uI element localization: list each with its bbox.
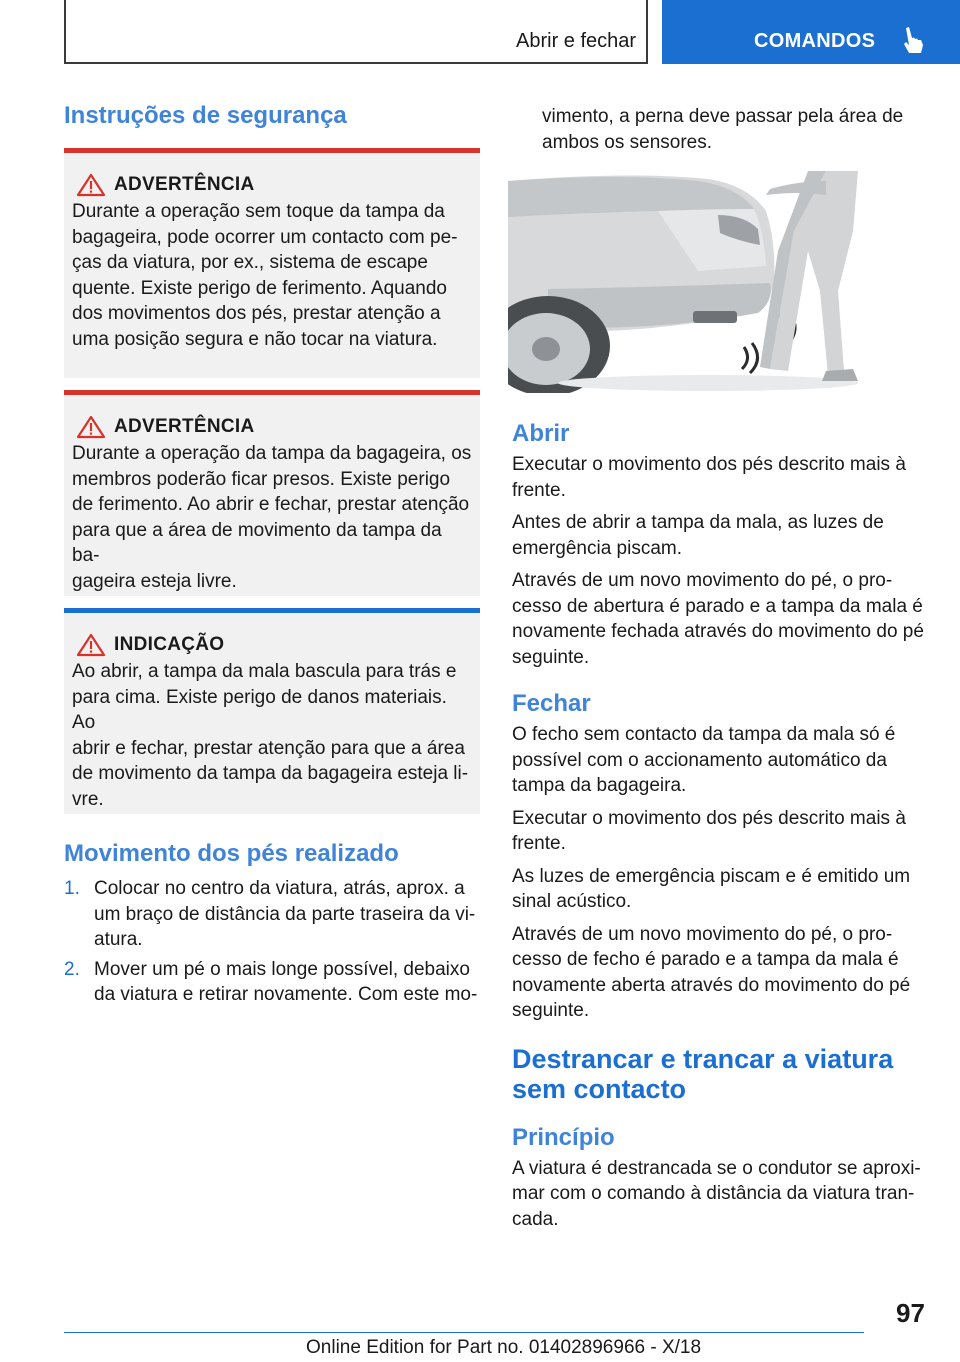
warning-triangle-icon <box>76 633 106 657</box>
para-line: novamente aberta através do movimento do pé <box>512 974 911 996</box>
section-heading-line: Destrancar e trancar a viatura <box>512 1043 894 1074</box>
note-text-line: dos movimentos dos pés, prestar atenção a <box>72 303 441 324</box>
para-line: mar com o comando à distância da viatura tran- <box>512 1183 915 1204</box>
para-line: cesso de abertura é parado e a tampa da mala é <box>512 595 923 617</box>
step-line: da viatura e retirar novamente. Com este mo- <box>94 984 478 1005</box>
note-text-line: Durante a operação sem toque da tampa da <box>72 201 445 222</box>
note-text-line: uma posição segura e não tocar na viatura. <box>72 328 438 350</box>
step-line: atura. <box>94 929 143 950</box>
warning-triangle-icon <box>76 173 106 197</box>
warning-note-2 <box>64 390 480 596</box>
para-line: possível com o accionamento automático da <box>512 749 887 771</box>
hand-pointer-icon <box>900 26 926 54</box>
abrir-para <box>512 568 928 670</box>
para-line: seguinte. <box>512 646 590 668</box>
step-number: 2. <box>64 958 80 980</box>
para-line: Através de um novo movimento do pé, o pro- <box>512 923 893 945</box>
edition-text: Online Edition for Part no. 01402896966 - X/18 <box>306 1337 702 1358</box>
steps-list <box>64 876 480 1008</box>
car-rear-foot-sensor-illustration <box>508 171 864 393</box>
page-number: 97 <box>896 1298 925 1328</box>
para-line: A viatura é destrancada se o condutor se aproxi- <box>512 1157 921 1179</box>
note-text-line: Durante a operação da tampa da bagageira, os <box>72 443 472 464</box>
warning-triangle-icon <box>76 415 106 439</box>
step-line: Mover um pé o mais longe possível, debaixo <box>94 958 470 980</box>
step-continuation-line: vimento, a perna deve passar pela área de <box>542 106 904 127</box>
para-line: tampa da bagageira. <box>512 775 687 796</box>
para-line: sinal acústico. <box>512 891 632 912</box>
step-line: Colocar no centro da viatura, atrás, aprox. a <box>94 878 465 899</box>
note-text-line: para cima. Existe perigo de danos materiais. Ao <box>72 686 447 733</box>
fechar-heading: Fechar <box>512 690 591 717</box>
principio-para <box>512 1156 928 1233</box>
para-line: Antes de abrir a tampa da mala, as luzes de <box>512 512 884 533</box>
step-continuation-line: ambos os sensores. <box>542 131 713 153</box>
note-title: ADVERTÊNCIA <box>114 416 255 437</box>
footer-divider <box>64 1332 864 1333</box>
fechar-para <box>512 864 928 915</box>
chapter-tab-label: COMANDOS <box>754 30 876 52</box>
para-line: cesso de fecho é parado e a tampa da mala é <box>512 949 899 970</box>
info-note <box>64 608 480 814</box>
para-line: As luzes de emergência piscam e é emitido um <box>512 865 911 887</box>
note-title: INDICAÇÃO <box>114 634 225 655</box>
note-text-line: de movimento da tampa da bagageira esteja li- <box>72 763 469 784</box>
abrir-para <box>512 510 928 561</box>
fechar-para <box>512 806 928 857</box>
step-number: 1. <box>64 878 80 899</box>
step-line: um braço de distância da parte traseira da vi- <box>94 903 476 925</box>
principio-heading: Princípio <box>512 1123 615 1151</box>
list-item <box>64 957 480 1008</box>
para-line: Executar o movimento dos pés descrito mais à <box>512 807 906 829</box>
para-line: seguinte. <box>512 1000 590 1021</box>
note-title: ADVERTÊNCIA <box>114 174 255 195</box>
note-text-line: abrir e fechar, prestar atenção para que a área <box>72 737 465 759</box>
note-text-line: para que a área de movimento da tampa da ba- <box>72 519 442 566</box>
para-line: O fecho sem contacto da tampa da mala só é <box>512 724 896 745</box>
abrir-heading: Abrir <box>512 420 570 447</box>
note-text-line: Ao abrir, a tampa da mala bascula para trás e <box>72 661 457 682</box>
para-line: frente. <box>512 479 566 501</box>
right-column <box>512 100 928 1232</box>
para-line: Executar o movimento dos pés descrito mais à <box>512 454 906 475</box>
para-line: frente. <box>512 833 566 854</box>
header-section-title: Abrir e fechar <box>516 30 637 52</box>
section-heading <box>512 1044 928 1104</box>
note-text-line: ças da viatura, por ex., sistema de escape <box>72 252 428 273</box>
para-line: Através de um novo movimento do pé, o pro- <box>512 570 893 591</box>
note-text-line: bagageira, pode ocorrer um contacto com pe- <box>72 226 458 248</box>
para-line: cada. <box>512 1208 559 1230</box>
note-text-line: membros poderão ficar presos. Existe perigo <box>72 468 451 490</box>
fechar-para <box>512 722 928 799</box>
left-column <box>64 100 480 1008</box>
note-text-line: quente. Existe perigo de ferimento. Aquando <box>72 277 447 299</box>
foot-movement-heading: Movimento dos pés realizado <box>64 840 399 867</box>
para-line: novamente fechada através do movimento do pé <box>512 621 924 642</box>
note-text-line: vre. <box>72 788 104 810</box>
chapter-tab[interactable] <box>662 0 960 64</box>
abrir-para <box>512 452 928 503</box>
note-text-line: de ferimento. Ao abrir e fechar, prestar atenção <box>72 494 470 515</box>
section-heading-line: sem contacto <box>512 1073 687 1104</box>
fechar-para <box>512 922 928 1024</box>
note-text-line: gageira esteja livre. <box>72 570 237 592</box>
safety-heading: Instruções de segurança <box>64 102 347 129</box>
warning-note-1 <box>64 148 480 378</box>
para-line: emergência piscam. <box>512 537 683 559</box>
list-item <box>64 876 480 953</box>
